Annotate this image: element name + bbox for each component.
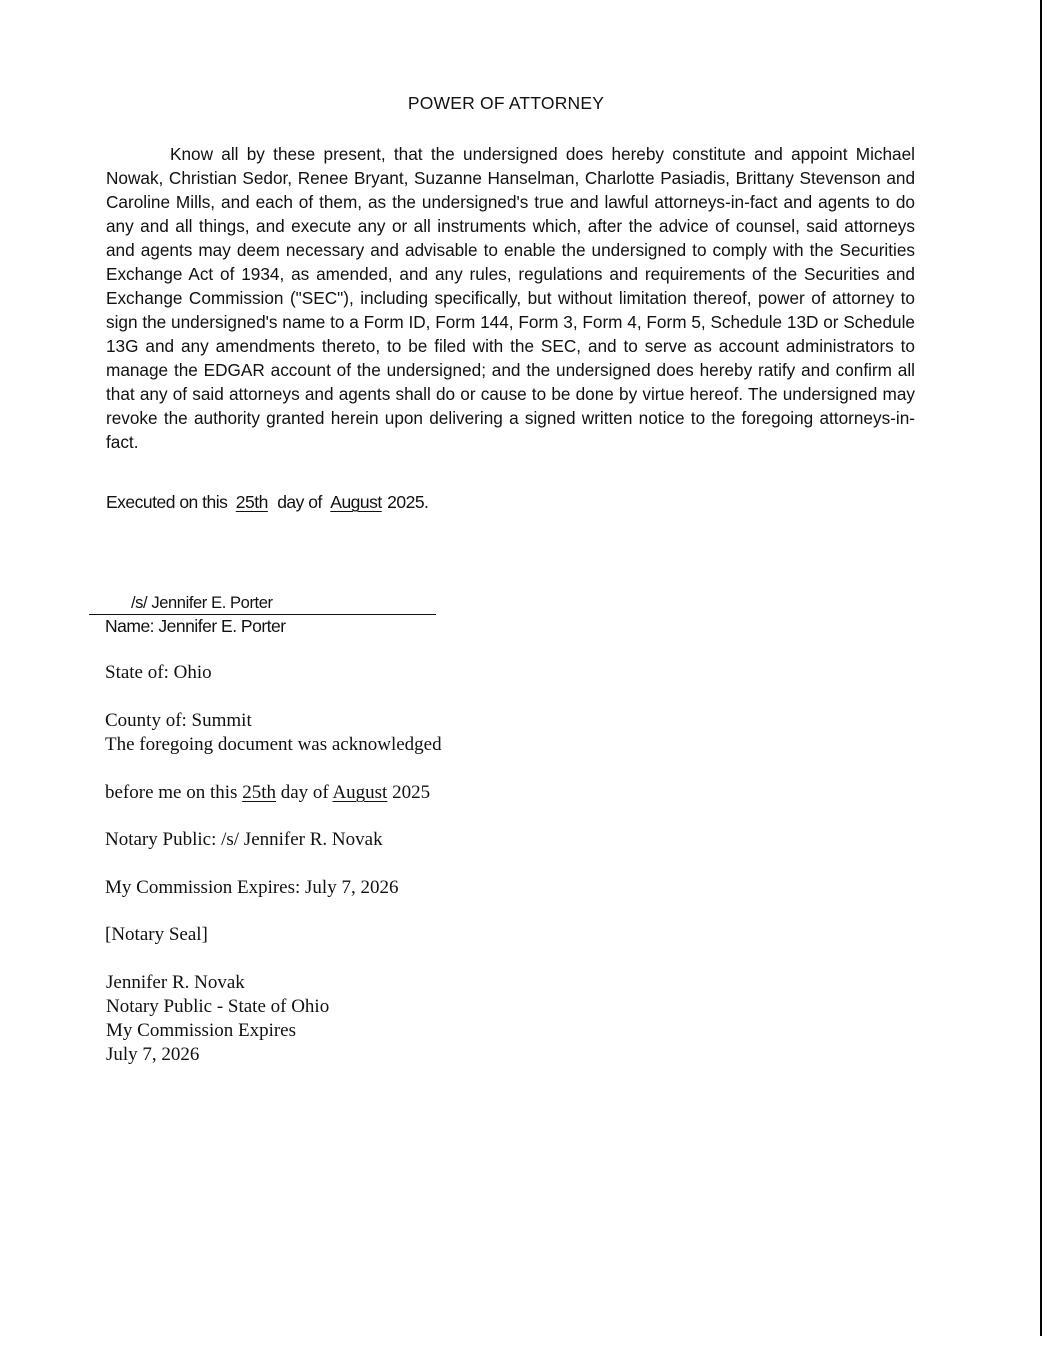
notary-public-line: Notary Public: /s/ Jennifer R. Novak (105, 829, 383, 850)
ack-before-prefix: before me on this (105, 782, 238, 803)
signer-name: Name: Jennifer E. Porter (105, 616, 286, 636)
notary-commission-label: My Commission Expires (106, 1020, 297, 1041)
ack-day: 25th (242, 782, 276, 803)
county-line: County of: Summit (105, 710, 252, 731)
page-edge-line (1040, 0, 1042, 1336)
acknowledged-line: The foregoing document was acknowledged (105, 734, 442, 755)
acknowledged-date-line (105, 782, 430, 804)
body-paragraph: Know all by these present, that the undersigned does hereby constitute and appoint Michael Nowak, Christian Sedor, Renee Bryant, Suzanne Hanselman, Charlotte Pasiadis, Brittany Stevenson and Caroline Mills, and each of them, as the undersigned's true and lawful attorneys-in-fact and agents to do any and all things, and execute any or all instruments which, after the advice of counsel, said attorneys and agents may deem necessary and advisable to enable the undersigned to comply with the Securities Exchange Act of 1934, as amended, and any rules, regulations and requirements of the Securities and Exchange Commission ("SEC"), including specifically, but without limitation thereof, power of attorney to sign the undersigned's name to a Form ID, Form 144, Form 3, Form 4, Form 5, Schedule 13D or Schedule 13G and any amendments thereto, to be filed with the SEC, and to serve as account administrators to manage the EDGAR account of the undersigned; and the undersigned does hereby ratify and confirm all that any of said attorneys and agents shall do or cause to be done by virtue hereof. The undersigned may revoke the authority granted herein upon delivering a signed written notice to the foregoing attorneys-in-fact. (106, 144, 915, 452)
executed-mid: day of (277, 492, 322, 512)
executed-year: 2025. (387, 492, 429, 512)
ack-month: August (332, 782, 388, 803)
ack-year: 2025 (392, 782, 431, 803)
document-title: POWER OF ATTORNEY (407, 93, 605, 113)
executed-prefix: Executed on this (106, 492, 228, 512)
notary-seal-block (106, 971, 329, 1067)
notary-seal-label: [Notary Seal] (105, 924, 208, 945)
signature-text: /s/ Jennifer E. Porter (131, 594, 273, 612)
executed-month: August (330, 492, 382, 512)
notary-name: Jennifer R. Novak (106, 972, 245, 993)
signature-line (89, 594, 436, 615)
executed-day: 25th (235, 492, 268, 512)
state-line: State of: Ohio (105, 662, 212, 683)
commission-expires-line: My Commission Expires: July 7, 2026 (105, 877, 399, 898)
ack-mid: day of (280, 782, 329, 803)
executed-line (106, 492, 428, 513)
notary-title: Notary Public - State of Ohio (106, 996, 330, 1017)
notary-commission-date: July 7, 2026 (106, 1044, 200, 1065)
